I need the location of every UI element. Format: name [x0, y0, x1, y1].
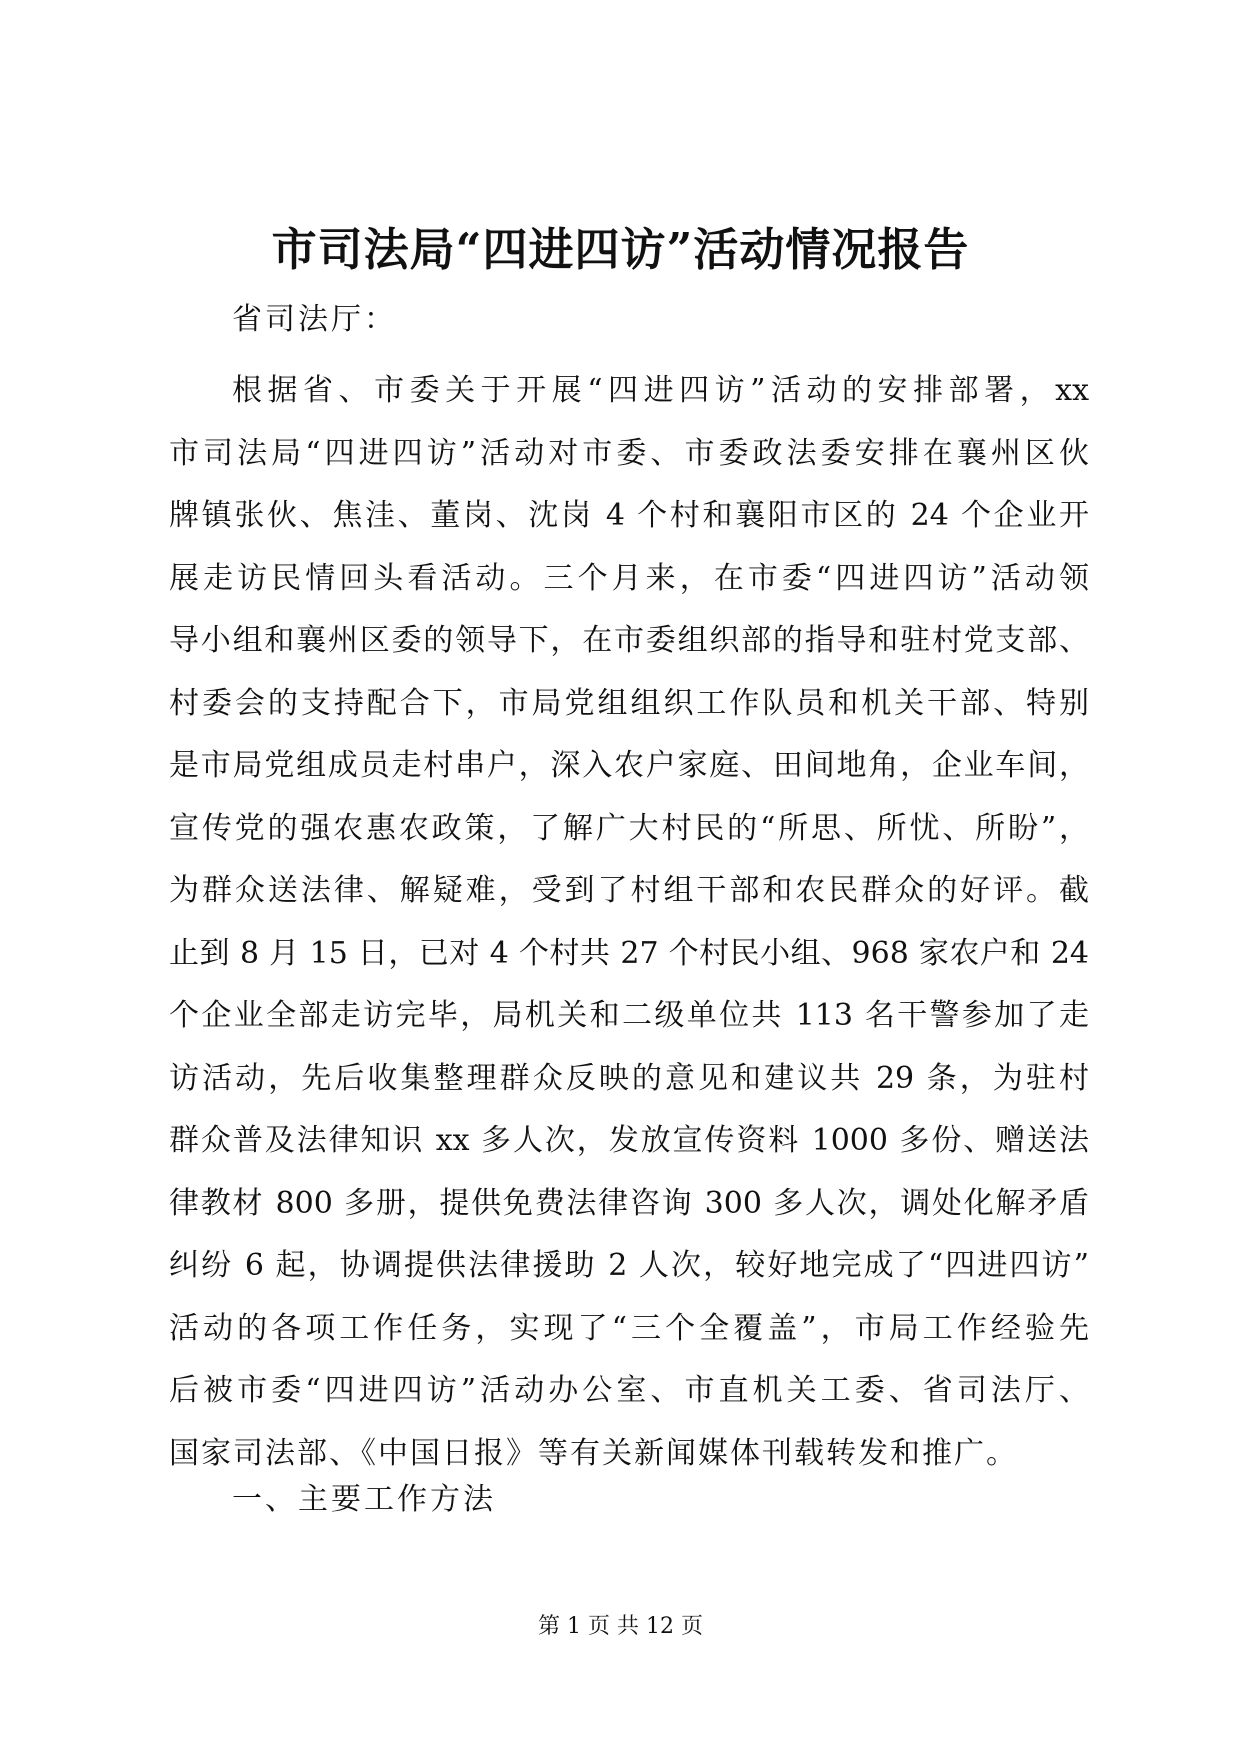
paragraph-line: 活动的各项工作任务，实现了“三个全覆盖”，市局工作经验先	[169, 1310, 1089, 1346]
paragraph-line: 为群众送法律、解疑难，受到了村组干部和农民群众的好评。截	[169, 873, 1089, 908]
paragraph-line: 牌镇张伙、焦洼、董岗、沈岗 4 个村和襄阳市区的 24 个企业开	[169, 498, 1089, 533]
document-title: 市司法局“四进四访”活动情况报告	[271, 223, 970, 276]
paragraph-line: 纠纷 6 起，协调提供法律援助 2 人次，较好地完成了“四进四访”	[169, 1248, 1089, 1283]
paragraph-line: 律教材 800 多册，提供免费法律咨询 300 多人次，调处化解矛盾	[169, 1185, 1089, 1221]
paragraph-line: 群众普及法律知识 xx 多人次，发放宣传资料 1000 多份、赠送法	[169, 1123, 1089, 1158]
page-number-footer: 第 1 页 共 12 页	[538, 1614, 703, 1639]
salutation: 省司法厅：	[232, 302, 397, 337]
paragraph-line: 国家司法部、《中国日报》等有关新闻媒体刊载转发和推广。	[169, 1435, 1018, 1471]
paragraph-line: 宣传党的强农惠农政策，了解广大村民的“所思、所忧、所盼”，	[169, 810, 1089, 846]
paragraph-line: 导小组和襄州区委的领导下，在市委组织部的指导和驻村党支部、	[169, 623, 1089, 658]
paragraph-line: 个企业全部走访完毕，局机关和二级单位共 113 名干警参加了走	[169, 998, 1089, 1033]
paragraph-line: 访活动，先后收集整理群众反映的意见和建议共 29 条，为驻村	[169, 1060, 1089, 1096]
paragraph-line: 止到 8 月 15 日，已对 4 个村共 27 个村民小组、968 家农户和 24	[169, 935, 1089, 971]
paragraph-line: 市司法局“四进四访”活动对市委、市委政法委安排在襄州区伙	[169, 435, 1089, 471]
body-paragraph	[169, 360, 1089, 1485]
paragraph-line: 是市局党组成员走村串户，深入农户家庭、田间地角，企业车间，	[169, 748, 1089, 783]
section-heading: 一、主要工作方法	[232, 1482, 496, 1517]
paragraph-line: 根据省、市委关于开展“四进四访”活动的安排部署，xx	[232, 373, 1089, 408]
paragraph-line: 后被市委“四进四访”活动办公室、市直机关工委、省司法厅、	[169, 1373, 1089, 1408]
paragraph-line: 展走访民情回头看活动。三个月来，在市委“四进四访”活动领	[169, 560, 1089, 596]
paragraph-line: 村委会的支持配合下，市局党组组织工作队员和机关干部、特别	[169, 685, 1089, 721]
